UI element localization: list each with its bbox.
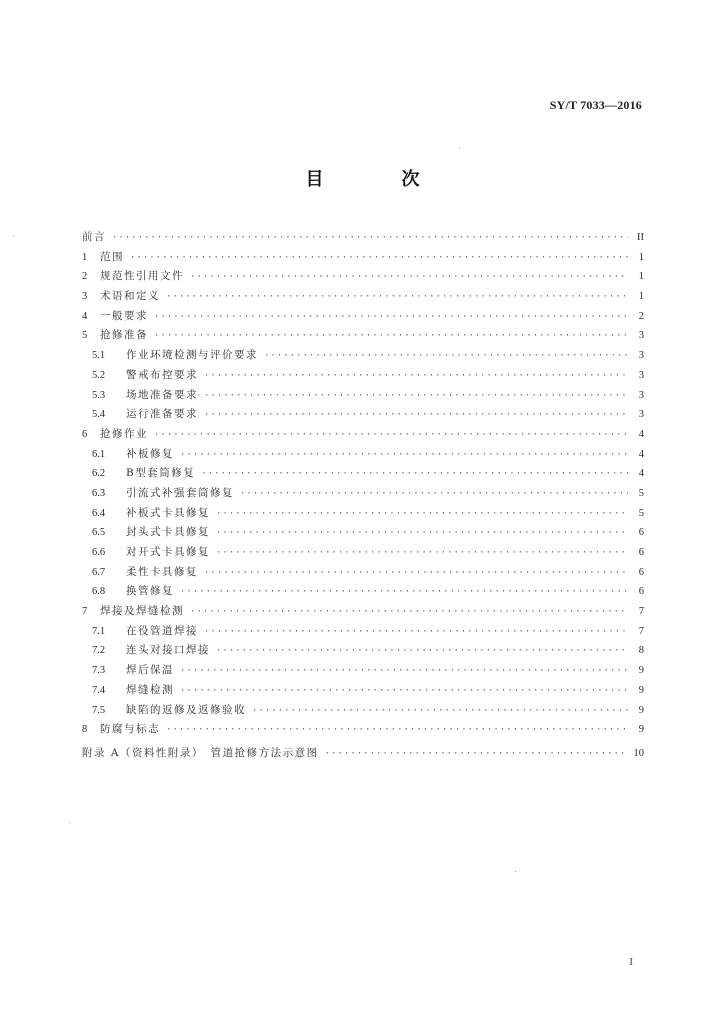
toc-entry[interactable] bbox=[82, 682, 644, 702]
toc-entry[interactable] bbox=[82, 249, 644, 269]
toc-entry[interactable] bbox=[82, 426, 644, 446]
toc-entry[interactable] bbox=[82, 465, 644, 485]
toc-entry[interactable] bbox=[82, 603, 644, 623]
toc-entry-number: 2 bbox=[82, 271, 88, 283]
standard-code: SY/T 7033—2016 bbox=[549, 98, 642, 112]
toc-entry-page: 10 bbox=[633, 748, 644, 760]
table-of-contents bbox=[82, 229, 644, 765]
toc-entry-number: 7.5 bbox=[92, 704, 106, 716]
toc-dot-leader bbox=[201, 469, 628, 479]
toc-entry-label: 前言 bbox=[82, 231, 106, 243]
toc-entry-page: 9 bbox=[638, 665, 644, 677]
toc-entry[interactable] bbox=[82, 406, 644, 426]
toc-entry-page: 9 bbox=[638, 704, 644, 716]
toc-entry[interactable] bbox=[82, 505, 644, 525]
toc-entry-page: 5 bbox=[638, 487, 644, 499]
toc-dot-leader bbox=[204, 627, 628, 637]
toc-entry-page: 3 bbox=[638, 369, 644, 381]
toc-entry-number: 7.2 bbox=[92, 645, 106, 657]
toc-entry-number: 5.3 bbox=[92, 389, 106, 401]
toc-entry-label: 对开式卡具修复 bbox=[126, 546, 210, 558]
toc-entry-label: 规范性引用文件 bbox=[100, 270, 184, 283]
toc-entry[interactable] bbox=[82, 347, 644, 367]
toc-entry[interactable] bbox=[82, 702, 644, 722]
toc-entry-page: 6 bbox=[638, 527, 644, 539]
toc-entry-page: 1 bbox=[638, 291, 644, 303]
toc-dot-leader bbox=[240, 489, 628, 499]
toc-entry-label: 运行准备要求 bbox=[126, 408, 198, 421]
page-number: I bbox=[629, 956, 633, 968]
toc-entry-number: 6.1 bbox=[92, 448, 106, 460]
scan-speck bbox=[515, 871, 516, 872]
toc-dot-leader bbox=[204, 410, 628, 420]
toc-entry-label: 焊缝检测 bbox=[126, 683, 174, 696]
toc-entry-label: 补板式卡具修复 bbox=[126, 506, 210, 519]
toc-entry-number: 6 bbox=[82, 428, 88, 440]
toc-entry-label: 场地准备要求 bbox=[126, 388, 198, 401]
toc-entry-page: 4 bbox=[638, 428, 644, 440]
toc-dot-leader bbox=[325, 749, 628, 759]
toc-dot-leader bbox=[180, 686, 628, 696]
toc-entry[interactable] bbox=[82, 288, 644, 308]
toc-entry-page: 3 bbox=[638, 409, 644, 421]
toc-dot-leader bbox=[154, 312, 628, 322]
toc-entry-label: 焊后保温 bbox=[126, 664, 174, 677]
toc-entry[interactable] bbox=[82, 524, 644, 544]
toc-entry-label: B型套筒修复 bbox=[126, 467, 196, 480]
toc-entry[interactable] bbox=[82, 446, 644, 466]
toc-entry-number: 6.4 bbox=[92, 507, 106, 519]
toc-entry-number: 6.7 bbox=[92, 566, 106, 578]
toc-entry-number: 7 bbox=[82, 606, 88, 618]
toc-entry-page: 8 bbox=[638, 645, 644, 657]
toc-dot-leader bbox=[154, 331, 628, 341]
toc-entry-number: 6.5 bbox=[92, 527, 106, 539]
toc-entry-label: 术语和定义 bbox=[100, 290, 160, 303]
toc-entry-number: 6.2 bbox=[92, 468, 106, 480]
toc-dot-leader bbox=[112, 233, 628, 243]
toc-entry-number: 5.1 bbox=[92, 350, 106, 362]
toc-entry-number: 8 bbox=[82, 724, 88, 736]
toc-entry[interactable] bbox=[82, 745, 644, 765]
toc-entry[interactable] bbox=[82, 544, 644, 564]
toc-entry[interactable] bbox=[82, 268, 644, 288]
toc-dot-leader bbox=[204, 371, 628, 381]
toc-entry-label: 警戒布控要求 bbox=[126, 368, 198, 381]
toc-dot-leader bbox=[190, 272, 628, 282]
toc-dot-leader bbox=[190, 607, 628, 617]
toc-entry[interactable] bbox=[82, 485, 644, 505]
toc-dot-leader bbox=[204, 391, 628, 401]
toc-entry-number: 6.3 bbox=[92, 487, 106, 499]
toc-dot-leader bbox=[252, 706, 628, 716]
toc-dot-leader bbox=[154, 430, 628, 440]
toc-entry-label: 防腐与标志 bbox=[100, 723, 160, 736]
page-title: 目 次 bbox=[305, 169, 450, 190]
toc-dot-leader bbox=[264, 351, 628, 361]
toc-entry-number: 7.3 bbox=[92, 665, 106, 677]
toc-entry-label: 补板修复 bbox=[126, 447, 174, 460]
toc-entry-label: 连头对接口焊接 bbox=[126, 644, 210, 657]
toc-entry[interactable] bbox=[82, 327, 644, 347]
scan-speck bbox=[459, 147, 460, 148]
toc-dot-leader bbox=[180, 587, 628, 597]
toc-dot-leader bbox=[166, 292, 628, 302]
toc-entry-page: 1 bbox=[638, 251, 644, 263]
toc-entry-number: 3 bbox=[82, 291, 88, 303]
toc-dot-leader bbox=[216, 528, 628, 538]
toc-entry-number: 6.8 bbox=[92, 586, 106, 598]
toc-entry-page: 9 bbox=[638, 724, 644, 736]
toc-entry-label: 抢修作业 bbox=[100, 427, 148, 440]
toc-entry-page: 7 bbox=[638, 625, 644, 637]
scan-speck bbox=[13, 236, 14, 237]
toc-entry[interactable] bbox=[82, 642, 644, 662]
toc-entry-page: 7 bbox=[638, 606, 644, 618]
toc-entry-page: 3 bbox=[638, 389, 644, 401]
toc-entry[interactable] bbox=[82, 721, 644, 741]
toc-entry-label: 封头式卡具修复 bbox=[126, 526, 210, 539]
toc-entry-label: 在役管道焊接 bbox=[126, 624, 198, 637]
toc-entry-page: 3 bbox=[638, 350, 644, 362]
toc-entry-number: 5.4 bbox=[92, 409, 106, 421]
toc-dot-leader bbox=[216, 646, 628, 656]
toc-dot-leader bbox=[180, 450, 628, 460]
toc-entry-page: 6 bbox=[638, 547, 644, 558]
toc-entry-page: 3 bbox=[638, 330, 644, 342]
toc-entry[interactable] bbox=[82, 387, 644, 407]
toc-entry[interactable] bbox=[82, 564, 644, 584]
toc-entry-number: 6.6 bbox=[92, 547, 106, 558]
toc-dot-leader bbox=[180, 666, 628, 676]
toc-entry-number: 7.1 bbox=[92, 625, 106, 637]
toc-entry-label: 引流式补强套筒修复 bbox=[126, 486, 234, 499]
toc-entry-page: 6 bbox=[638, 566, 644, 578]
toc-entry[interactable] bbox=[82, 229, 644, 249]
toc-entry-label: 附录 A（资料性附录） 管道抢修方法示意图 bbox=[82, 747, 319, 760]
toc-dot-leader bbox=[204, 568, 628, 578]
toc-entry-page: II bbox=[637, 232, 644, 243]
toc-entry-page: 4 bbox=[638, 448, 644, 460]
toc-entry-label: 焊接及焊缝检测 bbox=[100, 605, 184, 618]
scan-speck bbox=[69, 822, 70, 823]
toc-entry-label: 范围 bbox=[100, 250, 124, 263]
toc-entry-page: 9 bbox=[638, 684, 644, 696]
toc-entry-label: 缺陷的返修及返修验收 bbox=[126, 703, 246, 716]
toc-entry-page: 6 bbox=[638, 586, 644, 598]
toc-dot-leader bbox=[216, 548, 628, 558]
toc-entry-number: 7.4 bbox=[92, 684, 106, 696]
toc-entry-page: 5 bbox=[638, 507, 644, 519]
toc-dot-leader bbox=[130, 253, 628, 263]
toc-dot-leader bbox=[216, 509, 628, 519]
toc-entry-number: 1 bbox=[82, 251, 88, 263]
toc-entry-page: 2 bbox=[638, 310, 644, 322]
toc-entry[interactable] bbox=[82, 308, 644, 328]
toc-entry-label: 作业环境检测与评价要求 bbox=[126, 349, 258, 362]
toc-entry[interactable] bbox=[82, 662, 644, 682]
toc-dot-leader bbox=[166, 725, 628, 735]
toc-entry-number: 5.2 bbox=[92, 369, 106, 381]
toc-entry-number: 5 bbox=[82, 330, 88, 342]
toc-entry-label: 换管修复 bbox=[126, 585, 174, 598]
toc-entry[interactable] bbox=[82, 623, 644, 643]
toc-entry-page: 1 bbox=[638, 271, 644, 283]
toc-entry-label: 柔性卡具修复 bbox=[126, 565, 198, 578]
toc-entry-page: 4 bbox=[638, 468, 644, 480]
toc-entry[interactable] bbox=[82, 583, 644, 603]
toc-entry-label: 抢修准备 bbox=[100, 329, 148, 342]
toc-entry-label: 一般要求 bbox=[100, 309, 148, 322]
toc-entry-number: 4 bbox=[82, 310, 88, 322]
toc-entry[interactable] bbox=[82, 367, 644, 387]
